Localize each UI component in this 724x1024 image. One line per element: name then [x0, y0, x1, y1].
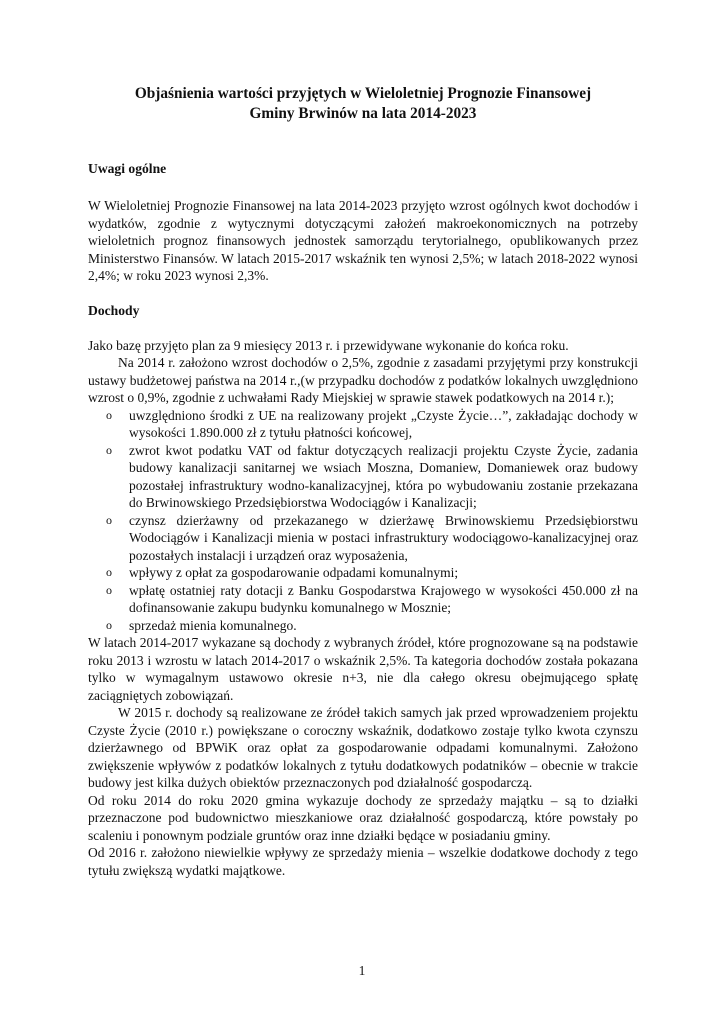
- document-title-line-2: Gminy Brwinów na lata 2014-2023: [249, 105, 477, 122]
- paragraph-2014-2017-sources: W latach 2014-2017 wykazane są dochody z wybranych źródeł, które prognozowane są na podstawie roku 2013 i wzrostu w latach 2014-2017 o wskaźnik 2,5%. Ta kategoria dochodów została pokazana tylko w wymagalnym ustawowo okresie n+3, nie dla całego okresu obejmującego spłatę zaciągniętych zobowiązań.: [88, 635, 638, 703]
- bullet-marker: o: [106, 565, 112, 579]
- list-item: [88, 512, 638, 565]
- revenue-bullet-list: [88, 407, 638, 635]
- list-item-text: wpłatę ostatniej raty dotacji z Banku Gospodarstwa Krajowego w wysokości 450.000 zł na dofinansowanie zakupu budynku komunalnego w Mosznie;: [129, 582, 638, 615]
- page-number: 1: [358, 963, 366, 978]
- list-item-text: zwrot kwot podatku VAT od faktur dotyczących realizacji projektu Czyste Życie, zadania budowy kanalizacji sanitarnej we wsiach Moszna, Domaniew, Domaniewek oraz budowy pozostałej infrastruktury wodno-kanalizacyjnej, która po wybudowaniu zostanie przekazana do Brwinowskiego Przedsiębiorstwa Wodociągów i Kanalizacji;: [129, 442, 638, 510]
- bullet-marker: o: [106, 582, 112, 597]
- section-heading-general-remarks: Uwagi ogólne: [88, 161, 167, 176]
- document-page: [88, 84, 638, 879]
- document-title-line-1: Objaśnienia wartości przyjętych w Wieloletniej Prognozie Finansowej: [134, 85, 592, 102]
- list-item-text: sprzedaż mienia komunalnego.: [129, 617, 297, 633]
- list-item-text: czynsz dzierżawny od przekazanego w dzierżawę Brwinowskiemu Przedsiębiorstwu Wodociągów i Kanalizacji mienia w postaci infrastruktury wodociągowo-kanalizacyjnej oraz pozostałych instalacji i urządzeń oraz wyposażenia,: [129, 512, 638, 563]
- list-item: [88, 442, 638, 512]
- bullet-marker: o: [106, 442, 112, 457]
- list-item: [88, 582, 638, 617]
- bullet-marker: o: [106, 407, 112, 422]
- list-item: [88, 407, 638, 442]
- section-heading-revenues: Dochody: [88, 302, 140, 318]
- list-item-text: wpływy z opłat za gospodarowanie odpadami komunalnymi;: [129, 565, 459, 580]
- paragraph-base-plan: Jako bazę przyjęto plan za 9 miesięcy 2013 r. i przewidywane wykonanie do końca roku.: [88, 337, 569, 353]
- paragraph-2014-growth: Na 2014 r. założono wzrost dochodów o 2,5%, zgodnie z zasadami przyjętymi przy konstrukcji ustawy budżetowej państwa na 2014 r.,(w przypadku dochodów z podatków lokalnych uwzględniono wzrost o 0,9%, zgodnie z uchwałami Rady Miejskiej w sprawie stawek podatkowych na 2014 r.);: [88, 355, 638, 405]
- paragraph-asset-sales-2014-2020: Od roku 2014 do roku 2020 gmina wykazuje dochody ze sprzedaży majątku – są to działki przeznaczone pod budownictwo mieszkaniowe oraz działalność gospodarczą, które powstały po scaleniu i ponownym podziale gruntów oraz inne działki będące w posiadaniu gminy.: [88, 792, 638, 843]
- list-item-text: uwzględniono środki z UE na realizowany projekt „Czyste Życie…”, zakładając dochody w wysokości 1.890.000 zł z tytułu płatności końcowej,: [129, 407, 638, 440]
- bullet-marker: o: [106, 512, 112, 527]
- list-item: [88, 617, 638, 635]
- paragraph-2015-revenues: W 2015 r. dochody są realizowane ze źródeł takich samych jak przed wprowadzeniem projektu Czyste Życie (2010 r.) powiększane o coroczny wskaźnik, dodatkowo zostaje tylko kwota czynszu dzierżawnego od BPWiK oraz opłat za gospodarowanie odpadami komunalnymi. Założono zwiększenie wpływów z podatków lokalnych z tytułu dodatkowych podatników – obecnie w trakcie budowy jest kilka dużych obiektów przeznaczonych pod działalność gospodarczą.: [88, 705, 638, 790]
- list-item: [88, 564, 638, 582]
- bullet-marker: o: [106, 617, 112, 632]
- paragraph-asset-sales-2016: Od 2016 r. założono niewielkie wpływy ze sprzedaży mienia – wszelkie dodatkowe dochody z tego tytułu zwiększą wydatki majątkowe.: [88, 845, 638, 878]
- paragraph-general-remarks: W Wieloletniej Prognozie Finansowej na lata 2014-2023 przyjęto wzrost ogólnych kwot dochodów i wydatków, zgodnie z wytycznymi dotyczącymi założeń makroekonomicznych na potrzeby wieloletnich prognoz finansowych jednostek samorządu terytorialnego, opublikowanych przez Ministerstwo Finansów. W latach 2015-2017 wskaźnik ten wynosi 2,5%; w latach 2018-2022 wynosi 2,4%; w roku 2023 wynosi 2,3%.: [88, 198, 638, 283]
